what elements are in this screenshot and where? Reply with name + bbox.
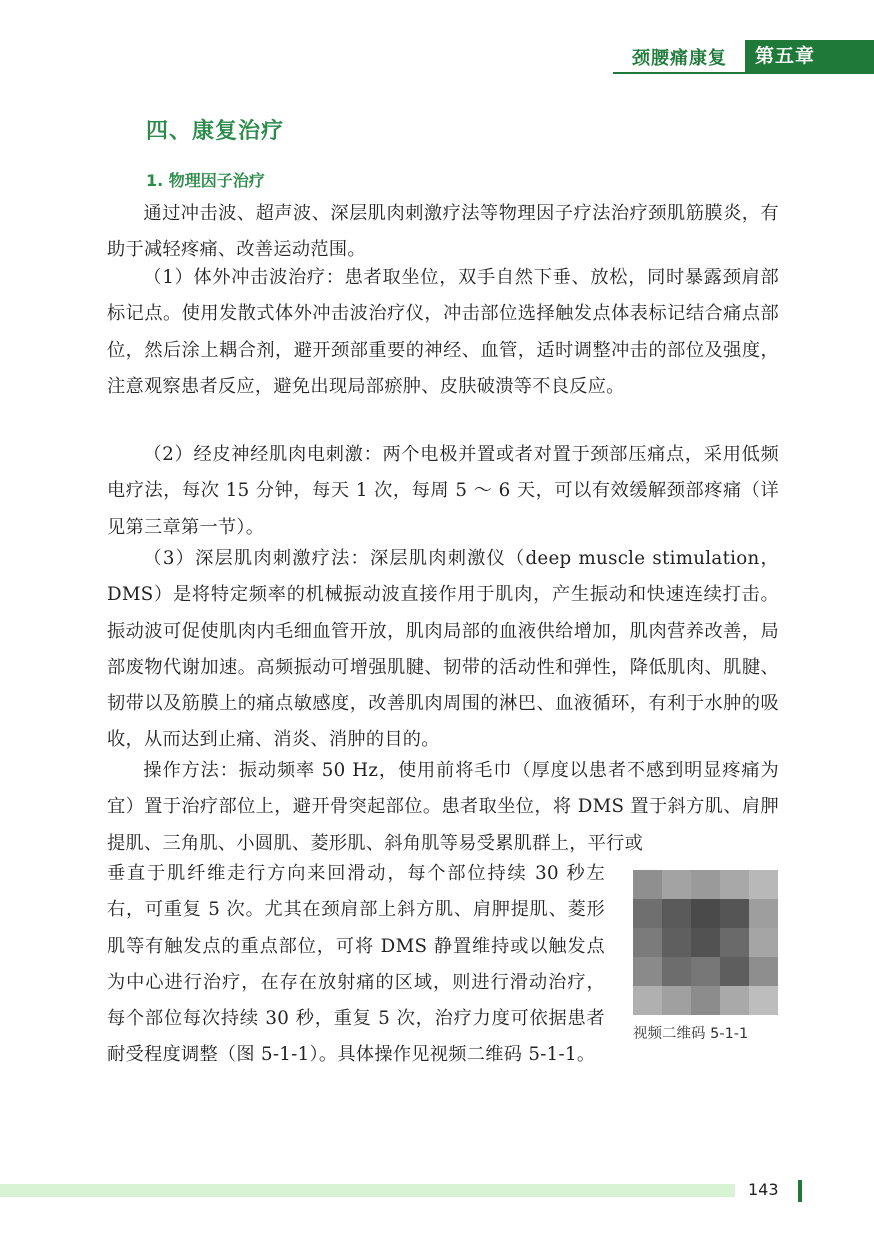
qr-cell [749,986,778,1015]
qr-cell [662,928,691,957]
qr-cell [633,957,662,986]
subsection-title: 1. 物理因子治疗 [146,171,265,190]
qr-cell [720,957,749,986]
qr-cell [749,870,778,899]
qr-cell [691,986,720,1015]
running-header-chapter: 第五章 [745,40,874,72]
qr-cell [633,986,662,1015]
qr-cell [691,928,720,957]
qr-cell [691,870,720,899]
qr-cell [749,899,778,928]
header-rule [613,72,874,74]
video-qr-code[interactable] [633,870,778,1015]
paragraph-shockwave: （1）体外冲击波治疗：患者取坐位，双手自然下垂、放松，同时暴露颈肩部标记点。使用发散式体外冲击波治疗仪，冲击部位选择触发点体表标记结合痛点部位，然后涂上耦合剂，避开颈部重要的神经、血管，适时调整冲击的部位及强度，注意观察患者反应，避免出现局部瘀肿、皮肤破溃等不良反应。 [107,267,779,397]
qr-cell [749,957,778,986]
paragraph-tens: （2）经皮神经肌肉电刺激：两个电极并置或者对置于颈部压痛点，采用低频电疗法，每次 15 分钟，每天 1 次，每周 5 ～ 6 天，可以有效缓解颈部疼痛（详见第三章第一节）。 [107,444,779,538]
paragraph-intro: 通过冲击波、超声波、深层肌肉刺激疗法等物理因子疗法治疗颈肌筋膜炎，有助于减轻疼痛、改善运动范围。 [107,203,779,261]
paragraph-method: 操作方法：振动频率 50 Hz，使用前将毛巾（厚度以患者不感到明显疼痛为宜）置于治疗部位上，避开骨突起部位。患者取坐位，将 DMS 置于斜方肌、肩胛提肌、三角肌、小圆肌、菱形肌、斜角肌等易受累肌群上，平行或 [107,760,779,854]
qr-cell [691,957,720,986]
qr-cell [662,986,691,1015]
page-number: 143 [748,1180,779,1199]
qr-cell [720,899,749,928]
qr-cell [662,870,691,899]
qr-cell [749,928,778,957]
qr-cell [662,957,691,986]
section-title: 四、康复治疗 [146,119,285,144]
qr-cell [720,986,749,1015]
qr-caption: 视频二维码 5-1-1 [633,1026,749,1042]
running-header-book-title: 颈腰痛康复 [632,48,727,69]
qr-cell [633,899,662,928]
qr-cell [662,899,691,928]
qr-cell [633,870,662,899]
qr-cell [633,928,662,957]
qr-cell [720,870,749,899]
paragraph-method-continued: 垂直于肌纤维走行方向来回滑动，每个部位持续 30 秒左右，可重复 5 次。尤其在颈肩部上斜方肌、肩胛提肌、菱形肌等有触发点的重点部位，可将 DMS 静置维持或以触发点为中心进行治疗，在存在放射痛的区域，则进行滑动治疗，每个部位每次持续 30 秒，重复 5 次，治疗力度可依据患者耐受程度调整（图 5-1-1）。具体操作见视频二维码 5-1-1。 [107,863,605,1066]
qr-cell [720,928,749,957]
page-number-mark [798,1180,802,1202]
footer-bar [0,1184,735,1197]
paragraph-dms: （3）深层肌肉刺激疗法：深层肌肉刺激仪（deep muscle stimulation，DMS）是将特定频率的机械振动波直接作用于肌肉，产生振动和快速连续打击。振动波可促使肌肉内毛细血管开放，肌肉局部的血液供给增加，肌肉营养改善，局部废物代谢加速。高频振动可增强肌腱、韧带的活动性和弹性，降低肌肉、肌腱、韧带以及筋膜上的痛点敏感度，改善肌肉周围的淋巴、血液循环，有利于水肿的吸收，从而达到止痛、消炎、消肿的目的。 [107,548,779,751]
qr-cell [691,899,720,928]
